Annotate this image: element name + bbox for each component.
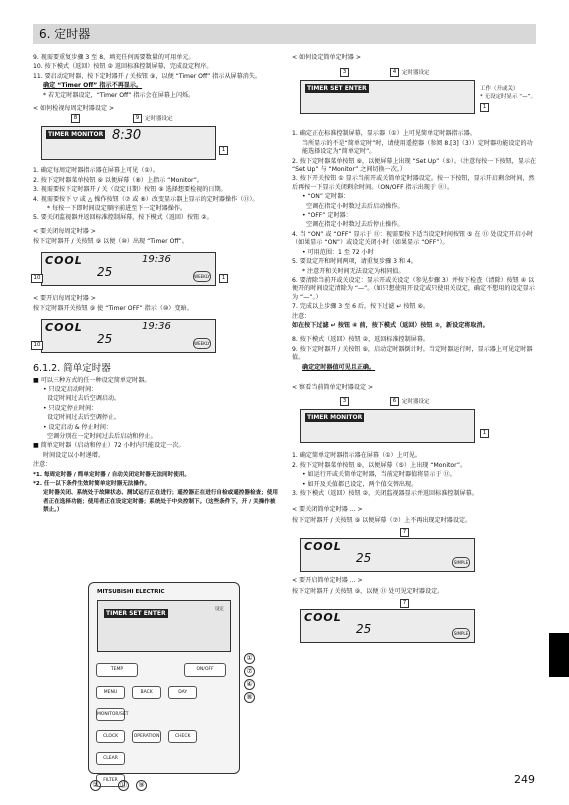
weekly-on-text: 按下定时器开关按钮 ⑨ 使 “Timer OFF” 指示（⑩）变暗。 — [33, 305, 193, 313]
setup-label-3: * 无设定时显示 “—”。 — [480, 94, 536, 101]
lcd-temp-r2: 25 — [356, 622, 372, 637]
lcd-simple-monitor — [300, 409, 475, 443]
simple-monitor-illustration — [300, 395, 537, 447]
check-step-4: 4. 视需要按下 ▽ 或 △ 操作按钮（⑦ 或 ⑧）改变显示器上显示的定时器操作（⑪）。 — [33, 195, 259, 203]
callout-7: 7 — [400, 528, 409, 537]
check-heading: < 如何检视每周定时器设定 > — [33, 105, 115, 113]
callout-3: 3 — [340, 68, 349, 77]
lcd-clock: 19:36 — [142, 253, 171, 265]
remote-screen — [97, 600, 231, 652]
check-step-4-note: * 每按一下即时间设定顺序前进至下一定时器操作。 — [47, 205, 187, 213]
after-confirm: 确定定时器值可见且正确。 — [302, 363, 376, 371]
menu-button[interactable]: MENU — [96, 686, 125, 699]
monitor-set-button[interactable]: MONITOR/SET — [96, 708, 125, 721]
lcd-simple-pill-2: SIMPLE — [452, 628, 470, 639]
simple-on-illustration — [300, 599, 537, 643]
lcd-mode-r1: COOL — [304, 540, 342, 554]
lcd-temp-r1: 25 — [356, 551, 372, 566]
lcd-mode: COOL — [45, 253, 83, 267]
callout-1b: 1 — [219, 274, 228, 283]
how-note: 如在按下过滤 ↵ 按钮 ④ 前，按下模式（返回）按钮 ②，新设定将取消。 — [292, 321, 489, 329]
page-number: 249 — [514, 773, 535, 786]
how-range: • 可用范围：1 至 72 小时 — [302, 248, 374, 256]
view-step-2: 2. 按下定时器菜单按钮 ⑨，以便屏幕（⑤）上出现 “Monitor”。 — [292, 461, 467, 469]
clock-button[interactable]: CLOCK — [96, 730, 125, 743]
callout-3b: 3 — [340, 397, 349, 406]
section-simple-timer: 6.1.2. 简单定时器 — [33, 362, 111, 374]
back-button[interactable]: BACK — [132, 686, 161, 699]
simple-item-6: • 设定启动 & 停止时间： — [43, 423, 113, 431]
remote-screen-timer: TIMER SET ENTER — [106, 610, 166, 617]
how-off-desc: 空调在指定小时数过去后停止操作。 — [306, 221, 404, 229]
lcd-mode-r2: COOL — [304, 611, 342, 625]
how-step-3: 3. 按下开关按钮 ① 显示当前开或关简单定时器设定。按一下按钮，显示开启剩余时间，然后再按一下显示关闭剩余时间。（ON/OFF 指示出现于 ⑪）。 — [292, 175, 535, 191]
remote-callout-8: ⑧ — [244, 692, 255, 703]
simple-item-1: ■ 可以三种方式的任一种设定简单定时器。 — [33, 376, 151, 384]
view-step-3: 3. 按下模式（返回）按钮 ②，关闭监视器显示并返回标准控制屏幕。 — [292, 490, 478, 497]
check-step-5: 5. 要关闭监视器并返回标准控制屏幕，按下模式（返回）按钮 ②。 — [33, 214, 213, 222]
remote-buttons — [95, 655, 231, 788]
operation-button[interactable]: OPERATION — [132, 730, 161, 743]
how-step-1: 1. 确定正在标准控制屏幕，显示器（①）上可见简单定时器指示器。 — [292, 130, 476, 138]
simple-item-7: 空调分别在一定时间过去后启动和停止。 — [47, 432, 157, 440]
lcd-timer-set: TIMER SET ENTER — [307, 85, 367, 93]
remote-callout-1: ① — [244, 653, 255, 664]
how-step-7: 7. 完成以上步骤 3 至 6 后，按下过滤 ↵ 按钮 ⑥。 — [292, 303, 430, 311]
how-on-desc: 空调在指定小时数过去后启动操作。 — [306, 202, 404, 210]
clear-button[interactable]: CLEAR — [96, 752, 125, 765]
callout-6: 6 — [390, 397, 399, 406]
how-step-5: 5. 要设定开和时间两项，请重复步骤 3 和 4。 — [292, 258, 417, 266]
how-step-6: 6. 要清除当前开或关设定：显示开或关设定（参见步骤 3）并按下检查（清除）按钮 ④ 以便开的时间设定清除为 “—”。（如只想使用开设定或只使用关设定，确定不想用的设定显示为 “—”。） — [292, 276, 535, 301]
lcd-setup — [300, 80, 475, 114]
remote-callout-4: ④ — [244, 679, 255, 690]
remote-callout-7: ⑦ — [244, 666, 255, 677]
lcd-clock-2: 19:36 — [142, 320, 171, 332]
temp-button[interactable]: TEMP — [96, 663, 138, 677]
callout-8: 8 — [71, 114, 80, 123]
lcd-cool-r1 — [300, 538, 475, 572]
how-step-4: 4. 当 “ON” 或 “OFF” 显示于 ⑪：视需要按下适当设定时间按钮 ⑤ 在 ⑪ 处设定开启小时（如果显示 “ON”）或设定关闭小时（如果显示 “OFF”）。 — [292, 230, 534, 247]
callout-1: 1 — [219, 146, 228, 155]
view-label: 定时器设定 — [402, 399, 430, 406]
step-11: 11. 要启动定时器，按下定时器开 / 关按钮 ⑨，以便 “Timer Off” 指示从屏幕消失。 — [33, 72, 262, 80]
simple-off-heading: < 要关闭简单定时器 ... > — [292, 506, 363, 514]
callout-10: 10 — [31, 274, 43, 283]
callout-7b: 7 — [400, 599, 409, 608]
simple-on-text: 按下定时器开 / 关按钮 ⑨，以便 ⑪ 处可见定时器设定。 — [292, 587, 444, 595]
simple-item-4: • 只设定停止时间： — [43, 404, 98, 412]
callout-1c: 1 — [480, 429, 489, 438]
step-11-note: * 若无定时器设定，“Timer Off” 指示会在屏幕上闪烁。 — [43, 91, 195, 99]
page-title: 6. 定时器 — [39, 27, 91, 41]
lcd-cool-r2 — [300, 609, 475, 643]
check-step-1: 1. 确定每周定时器指示器在屏幕上可见（①）。 — [33, 167, 159, 175]
note-1: *1. 每周定时器 / 简单定时器 / 自动关闭定时器无法同时使用。 — [33, 471, 191, 478]
lcd-monitor — [41, 126, 216, 160]
weekly-on-heading: < 要开启每周定时器 > — [33, 294, 96, 302]
filter-button[interactable]: FILTER — [96, 774, 125, 787]
lcd-simple-pill-1: SIMPLE — [452, 557, 470, 568]
view-step-1: 1. 确定简单定时器指示器在屏幕（①）上可见。 — [292, 452, 421, 460]
left-column — [33, 54, 281, 516]
callout-10b: 10 — [31, 341, 43, 350]
remote-controller — [88, 582, 240, 783]
simple-item-9: 时间设定以小时递增。 — [43, 451, 104, 459]
simple-item-3: 设定时间过去后空调启动。 — [47, 395, 121, 403]
timer-monitor-illustration — [41, 116, 281, 162]
how-step-1b: 当所显示的不是“简单定时”时，请使用遥控器（参阅 8.[3]（3））定时器功能设定的功能选择设定为“简单定时”。 — [302, 139, 533, 156]
onoff-button[interactable]: ON/OFF — [184, 663, 226, 677]
check-step-3: 3. 视需要按下定时器开 / 关（设定日期）按钮 ⑨ 选择想要检视的日期。 — [33, 186, 227, 194]
how-step-2: 2. 按下定时器菜单按钮 ⑨，以便屏幕上出现 “Set Up”（⑤）。（注意每按一下按钮，显示在 “Set Up” 与 “Monitor” 之间切换一次。） — [292, 157, 537, 174]
weekly-on-illustration — [33, 317, 281, 357]
callout-9: 9 — [133, 114, 142, 123]
setup-label-2: 工作（开或关） — [480, 86, 519, 93]
how-heading: < 如何设定简单定时器 > — [292, 54, 361, 61]
lcd-weekly-pill: WEEKLY — [193, 271, 211, 282]
how-off-timer: • “OFF” 定时器： — [302, 212, 352, 220]
step-9: 9. 视需要重复步骤 3 至 8，填充任何需要数量的可用单元。 — [33, 54, 195, 61]
lcd-timer-monitor: TIMER MONITOR — [48, 131, 104, 139]
check-button[interactable]: CHECK — [168, 730, 197, 743]
note-label: 注意： — [33, 461, 52, 469]
how-note-label: 注意： — [292, 312, 311, 320]
how-step-5-note: * 注意开和关时间无法设定为相同值。 — [302, 267, 405, 275]
weekly-off-illustration — [33, 250, 281, 290]
simple-item-5: 设定时间过去后空调停止。 — [47, 414, 121, 422]
lcd-cool-1 — [41, 252, 216, 286]
lcd-temp: 25 — [97, 264, 113, 279]
setup-label: 定时器设定 — [402, 70, 430, 77]
note-2-detail: 定时器关闭、系统处于故障状态、测试运行正在进行；遥控器正在进行自检或遥控器检查；使用者正在选择功能；使用者正在设定定时器；系统处于中央控制下。（这些条件下，开 / 关操作被禁止。） — [43, 490, 278, 514]
remote-brand: MITSUBISHI ELECTRIC — [97, 589, 165, 595]
after-step-8: 8. 按下模式（返回）按钮 ②，返回标准控制屏幕。 — [292, 336, 430, 344]
lcd-weekly-pill-2: WEEKLY — [193, 338, 211, 349]
remote-callout-11: ⑪ — [120, 781, 127, 789]
simple-off-illustration — [300, 528, 537, 572]
lcd-cool-2 — [41, 319, 216, 353]
step-10: 10. 按下模式（返回）按钮 ② 返回标准控制屏幕，完成设定程序。 — [33, 63, 213, 71]
remote-callout-9: ⑨ — [136, 780, 147, 791]
simple-item-2: • 只设定启动时间： — [43, 385, 98, 393]
callout-4: 4 — [390, 68, 399, 77]
timer-setting-label: 定时器设定 — [145, 116, 173, 123]
lcd-temp-2: 25 — [97, 331, 113, 346]
how-on-timer: • “ON” 定时器： — [302, 193, 350, 201]
day-button[interactable]: DAY — [168, 686, 197, 699]
simple-setup-illustration — [300, 65, 537, 125]
view-step-2a: • 如运行开或关简单定时器，当前定时器值将显示于 ⑪。 — [302, 471, 456, 479]
simple-off-text: 按下定时器开 / 关按钮 ⑨ 以便屏幕（⑦）上不再出现定时器设定。 — [292, 516, 472, 524]
page-header — [33, 24, 536, 44]
simple-on-heading: < 要开启简单定时器 ... > — [292, 577, 363, 585]
weekly-off-text: 按下定时器开 / 关按钮 ⑨ 以便（⑩）出现 “Timer Off”。 — [33, 238, 188, 246]
check-step-2: 2. 按下定时器菜单按钮 ⑨ 以便屏幕（⑧）上指示 “Monitor”。 — [33, 176, 204, 184]
callout-1r: 1 — [480, 103, 489, 112]
view-heading: < 察看当前简单定时器设定 > — [292, 383, 374, 391]
lcd-time: 8:30 — [112, 128, 142, 144]
lcd-mode-2: COOL — [45, 320, 83, 334]
step-11-confirm: 确定 “Timer Off” 指示不再显示。 — [43, 82, 143, 90]
view-step-2b: • 如开及关值都已设定，两个值交替出现。 — [302, 480, 418, 488]
remote-screen-label: 设定 — [215, 607, 224, 612]
lcd-timer-monitor-r: TIMER MONITOR — [307, 414, 363, 422]
side-tab-marker — [549, 633, 569, 677]
after-step-9: 9. 按下定时器开 / 关按钮 ⑨，启动定时器倒计时。当定时器运行时，显示器上可见定时器值。 — [292, 345, 533, 362]
simple-item-8: ■ 简单定时器（启动和停止）72 小时内只能设定一次。 — [33, 442, 185, 450]
remote-callout-2: ② — [90, 780, 101, 791]
right-column — [292, 54, 537, 648]
note-2: *2. 任一以下条件生效时简单定时器无法操作。 — [33, 480, 151, 487]
weekly-off-heading: < 要关闭每周定时器 > — [33, 227, 96, 235]
